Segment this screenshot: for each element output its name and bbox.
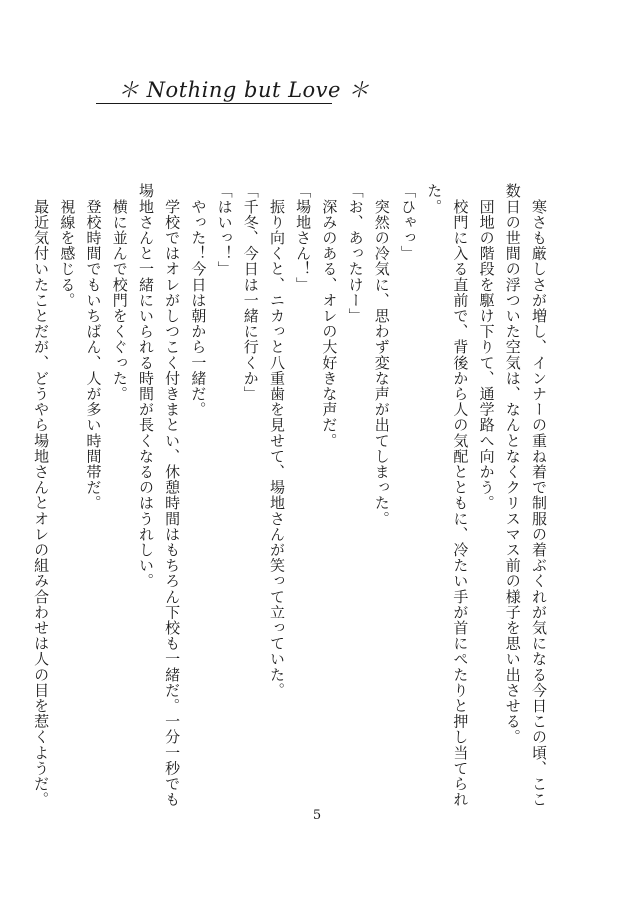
text-line: 横に並んで校門をくぐった。 [110,183,129,402]
text-line: 「ひゃっ」 [398,183,417,261]
text-line: 振り向くと、ニカっと八重歯を見せて、場地さんが笑って立っていた。 [267,183,286,698]
text-line: 寒さも厳しさが増し、インナーの重ね着で制服の着ぶくれが気になる今日この頃、ここ [530,183,548,807]
title-underline [96,103,332,104]
text-line: 突然の冷気に、思わず変な声が出てしまった。 [372,183,391,527]
text-line: 深みのある、オレの大好きな声だ。 [320,183,339,449]
text-line: 団地の階段を駆け下りて、通学路へ向かう。 [477,183,496,511]
text-line: 数日の世間の浮ついた空気は、なんとなくクリスマス前の様子を思い出させる。 [503,183,522,745]
text-line: 「千冬、今日は一緒に行くか」 [241,183,260,402]
chapter-title: ＊ Nothing but Love ＊ [118,78,370,102]
text-line: 「場地さん！」 [294,183,313,293]
text-line: やった！今日は朝から一緒だ。 [189,183,208,417]
text-line: 視線を感じる。 [58,183,77,308]
text-line: 最近気付いたことだが、どうやら場地さんとオレの組み合わせは人の目を惹くようだ。 [32,183,51,807]
text-line: 「はいっ！」 [215,183,234,277]
page-number: 5 [312,808,322,823]
text-line: 登校時間でもいちばん、人が多い時間帯だ。 [84,183,103,511]
vertical-body-text [28,183,552,823]
text-line: 「お、あったけー」 [346,183,365,324]
text-line: た。 [425,183,444,215]
text-line: 学校ではオレがしつこく付きまとい、休憩時間はもちろん下校も一緒だ。一分一秒でも [163,183,182,807]
text-line: 校門に入る直前で、背後から人の気配とともに、冷たい手が首にぺたりと押し当てられ [451,183,470,807]
text-line: 場地さんと一緒にいられる時間が長くなるのはうれしい。 [136,183,155,589]
